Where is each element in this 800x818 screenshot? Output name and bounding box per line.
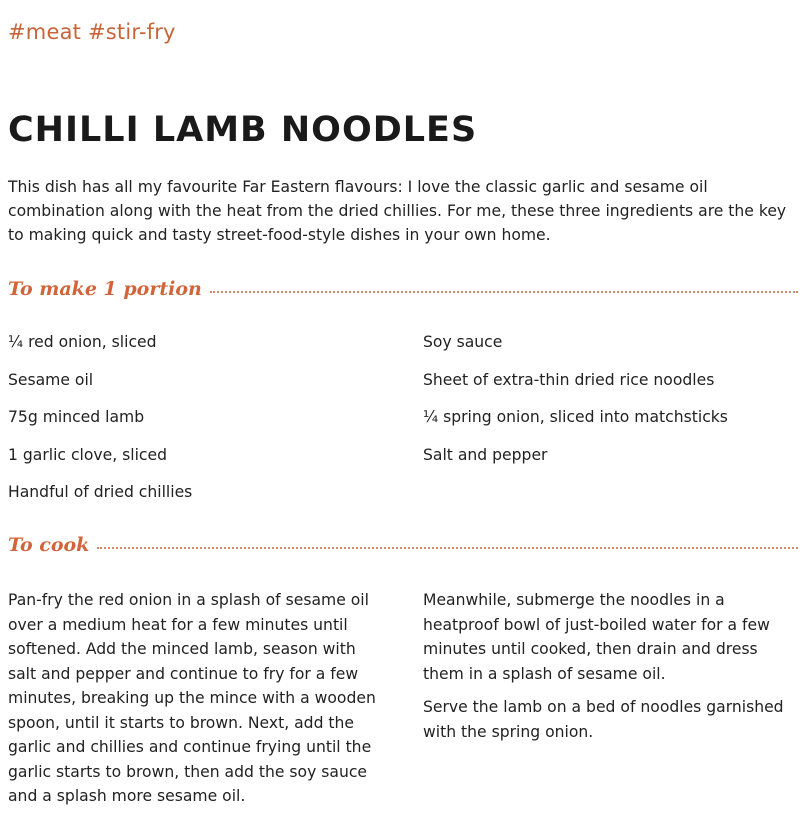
ingredient-item: Soy sauce — [423, 333, 503, 351]
ingredient-item: ¼ spring onion, sliced into matchsticks — [423, 408, 728, 426]
recipe-tags: #meat #stir-fry — [8, 20, 176, 44]
method-paragraph: Pan-fry the red onion in a splash of sesame oil over a medium heat for a few minutes until softened. Add the minced lamb, season with salt and pepper and continue to fry for a few minutes, breaking up the mince with a wooden spoon, until it starts to brown. Next, add the garlic and chillies and continue frying until the garlic starts to brown, then add the soy sauce and a splash more sesame oil. — [8, 591, 376, 805]
ingredients-heading-row — [8, 278, 798, 300]
ingredient-item: ¼ red onion, sliced — [8, 333, 157, 351]
method-heading: To cook — [8, 534, 90, 556]
recipe-page — [8, 0, 798, 805]
ingredients-list-right — [423, 330, 798, 480]
method-paragraph: Meanwhile, submerge the noodles in a heatproof bowl of just-boiled water for a few minutes until cooked, then drain and dress them in a splash of sesame oil. — [423, 591, 770, 683]
ingredients-heading: To make 1 portion — [8, 278, 202, 300]
dotted-divider — [210, 291, 798, 293]
ingredient-item: 75g minced lamb — [8, 408, 145, 426]
recipe-intro: This dish has all my favourite Far Eastern flavours: I love the classic garlic and sesame oil combination along with the heat from the dried chillies. For me, these three ingredients are the key to making quick and tasty street-food-style dishes in your own home. — [8, 178, 787, 244]
method-paragraph: Serve the lamb on a bed of noodles garnished with the spring onion. — [423, 698, 784, 741]
dotted-divider — [97, 547, 798, 549]
ingredient-item: 1 garlic clove, sliced — [8, 445, 167, 464]
ingredient-item: Sesame oil — [8, 370, 94, 389]
method-heading-row — [8, 534, 798, 556]
ingredient-item: Handful of dried chillies — [8, 483, 193, 501]
ingredient-item: Sheet of extra-thin dried rice noodles — [423, 370, 715, 389]
method-column-right — [423, 588, 798, 753]
ingredients-list-left — [8, 330, 408, 518]
recipe-title: CHILLI LAMB NOODLES — [8, 110, 478, 150]
ingredient-item: Salt and pepper — [423, 445, 548, 464]
method-column-left — [8, 588, 386, 818]
